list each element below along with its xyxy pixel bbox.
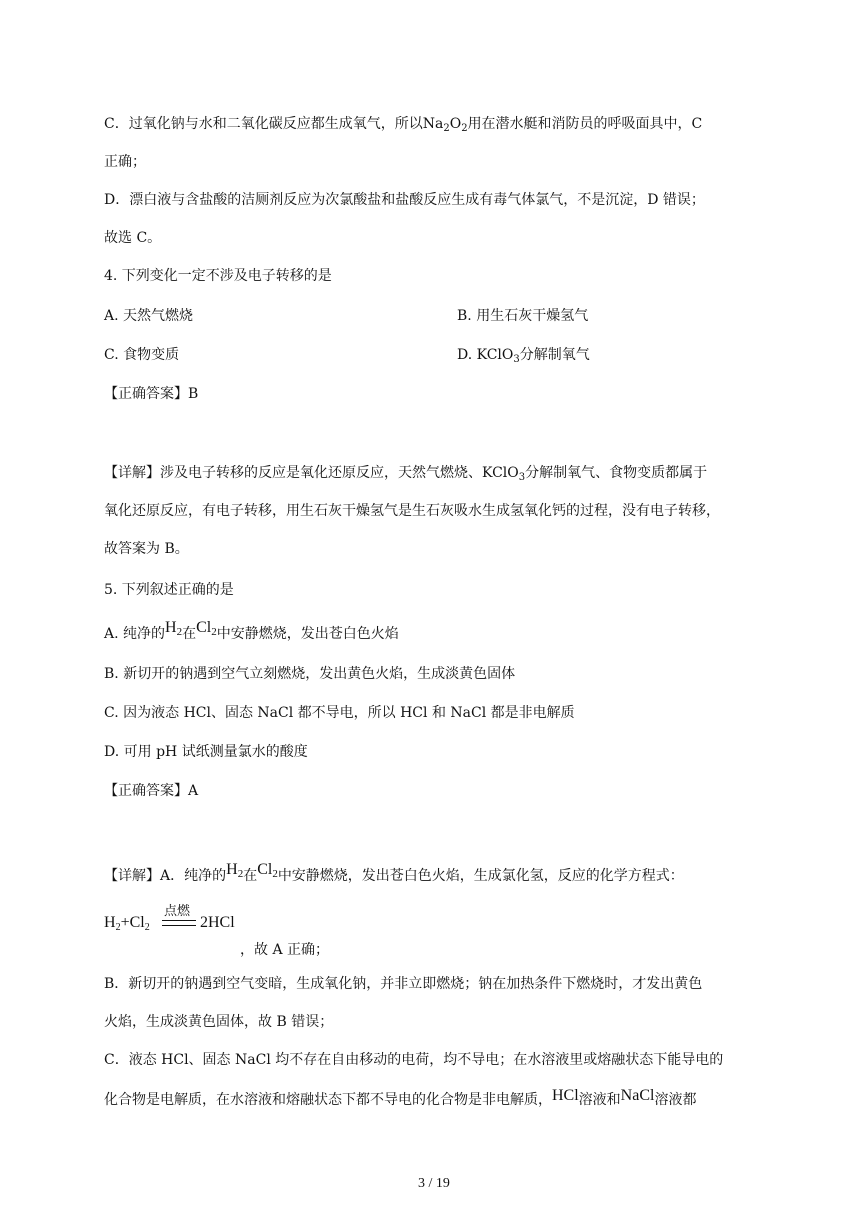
equation-condition: 点燃 <box>164 904 191 919</box>
formula-nacl: NaCl <box>620 1087 655 1104</box>
q4-detail-line3: 故答案为 B。 <box>104 541 189 557</box>
q3-analysis-d: D．漂白液与含盐酸的洁厕剂反应为次氯酸盐和盐酸反应生成有毒气体氯气，不是沉淀，D 错误； <box>104 192 705 208</box>
q5-detail-a-tail: ，故 A 正确； <box>240 942 330 958</box>
page-indicator: 3 / 19 <box>418 1176 450 1191</box>
q5-option-d: D. 可用 pH 试纸测量氯水的酸度 <box>104 744 308 760</box>
q4-answer: 【正确答案】B <box>104 386 199 402</box>
equation-reactants: $H_2+Cl_2$ <box>104 914 150 933</box>
q5-option-c: C. 因为液态 HCl、固态 NaCl 都不导电，所以 HCl 和 NaCl 都是非电解质 <box>104 705 575 721</box>
chemical-equation <box>104 900 264 936</box>
q4-option-a: A. 天然气燃烧 <box>104 308 194 324</box>
formula-h2: $H_2$ <box>165 619 183 638</box>
q5-stem: 5. 下列叙述正确的是 <box>104 582 234 598</box>
formula-cl2: $Cl_2$ <box>257 861 278 880</box>
q4-detail-line1: 【详解】涉及电子转移的反应是氧化还原反应，天然气燃烧、KClO$_3$分解制氧气、食物变质都属于 <box>104 465 708 483</box>
q5-detail-a-line1: 【详解】A．纯净的$H_2$在$Cl_2$中安静燃烧，发出苍白色火焰，生成氯化氢，反应的化学方程式： <box>104 861 684 884</box>
q5-answer: 【正确答案】A <box>104 783 199 799</box>
q4-stem: 4. 下列变化一定不涉及电子转移的是 <box>104 268 332 284</box>
q4-option-b: B. 用生石灰干燥氢气 <box>457 308 589 324</box>
equation-product: 2HCl <box>200 914 235 931</box>
q4-detail-line2: 氧化还原反应，有电子转移，用生石灰干燥氢气是生石灰吸水生成氢氧化钙的过程，没有电子转移， <box>104 503 720 519</box>
q5-option-a: A. 纯净的$H_2$在$Cl_2$中安静燃烧，发出苍白色火焰 <box>104 619 399 642</box>
formula-h2: $H_2$ <box>226 861 244 880</box>
equation-double-line <box>162 920 196 926</box>
formula-hcl: HCl <box>552 1087 579 1104</box>
q5-option-b: B. 新切开的钠遇到空气立刻燃烧，发出黄色火焰，生成淡黄色固体 <box>104 666 516 682</box>
q3-analysis-c-line1: C．过氧化钠与水和二氧化碳反应都生成氧气，所以$Na_2O_2$用在潜水艇和消防员的呼吸面具中，C <box>104 116 703 134</box>
q5-detail-c-line1: C．液态 HCl、固态 NaCl 均不存在自由移动的电荷，均不导电；在水溶液里或熔融状态下能导电的 <box>104 1052 724 1068</box>
q4-option-d: D. KClO$_3$分解制氧气 <box>457 347 590 365</box>
q5-detail-b-line2: 火焰，生成淡黄色固体，故 B 错误； <box>104 1014 334 1030</box>
q3-conclusion: 故选 C。 <box>104 230 162 246</box>
q5-detail-c-line2: 化合物是电解质，在水溶液和熔融状态下都不导电的化合物是非电解质，HCl溶液和NaCl溶液都 <box>104 1087 697 1108</box>
q3-analysis-c-line2: 正确； <box>104 154 146 170</box>
formula-na2o2: $Na_2O_2$ <box>422 116 468 134</box>
q5-detail-b-line1: B．新切开的钠遇到空气变暗，生成氧化钠，并非立即燃烧；钠在加热条件下燃烧时，才发出黄色 <box>104 976 703 992</box>
formula-cl2: $Cl_2$ <box>196 619 217 638</box>
q4-option-c: C. 食物变质 <box>104 347 180 363</box>
